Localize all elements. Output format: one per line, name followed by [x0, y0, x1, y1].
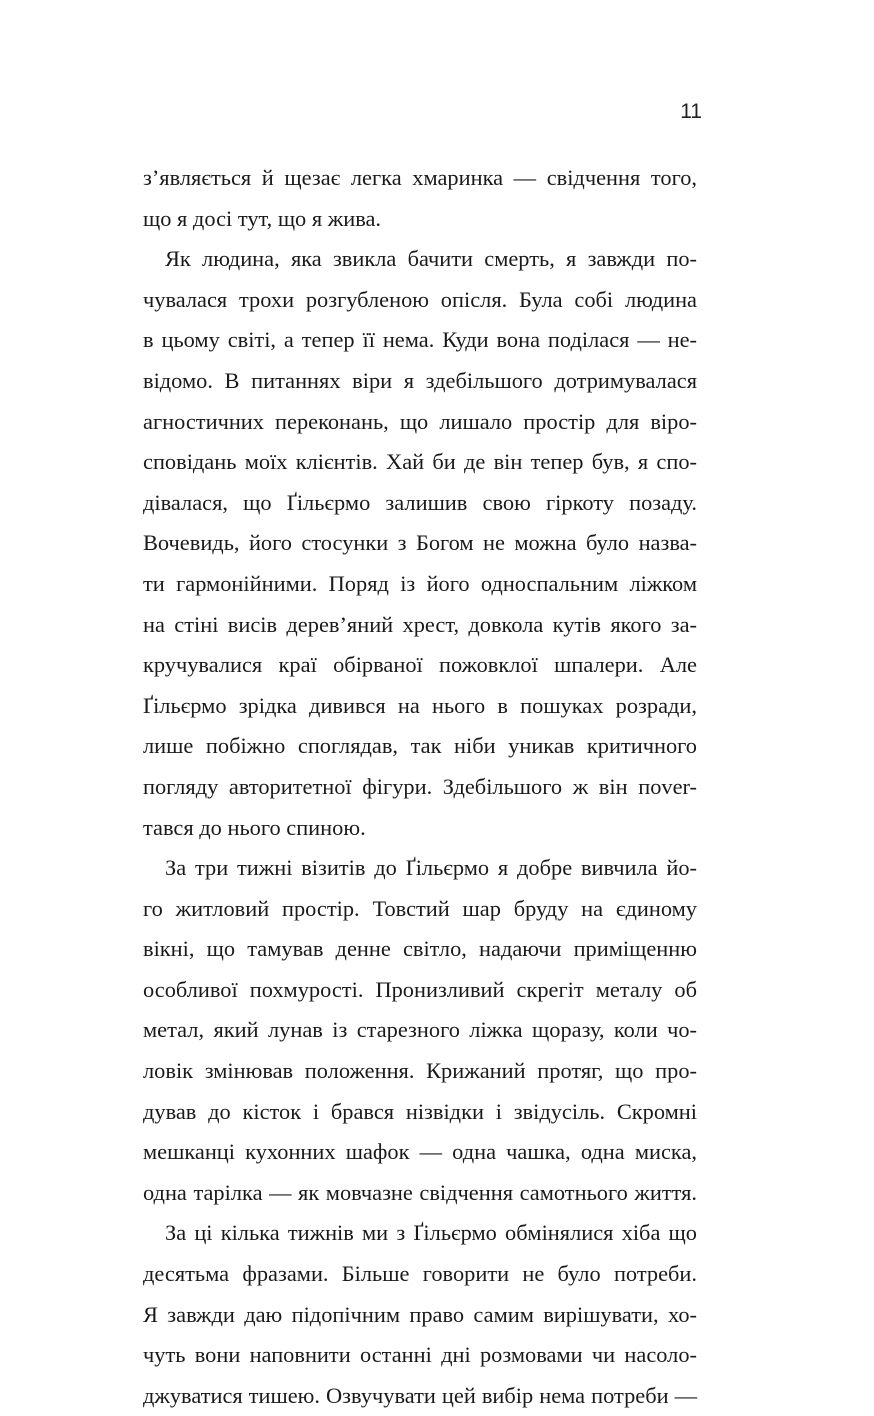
text-line: дівалася, що Ґільєрмо залишив свою гіркоту позаду. — [143, 489, 697, 515]
text-line: Вочевидь, його стосунки з Богом не можна було назва- — [143, 530, 697, 556]
body-text — [143, 158, 697, 1416]
page-number: 11 — [680, 100, 702, 123]
text-line: кручувалися краї обірваної пожовклої шпалери. Але — [143, 652, 697, 678]
text-line: що я досі тут, що я жива. — [143, 205, 382, 231]
text-line: Ґільєрмо зрідка дивився на нього в пошуках розради, — [143, 692, 697, 718]
text-line: одна тарілка — як мовчазне свідчення самотнього життя. — [143, 1179, 697, 1205]
text-line: лише побіжно споглядав, так ніби уникав критичного — [143, 733, 697, 759]
text-line: десятьма фразами. Більше говорити не було потреби. — [143, 1261, 697, 1287]
paragraph — [143, 158, 697, 239]
text-line: на стіні висів дерев’яний хрест, довкола кутів якого за- — [143, 611, 697, 637]
text-line: ти гармонійними. Поряд із його односпальним ліжком — [143, 570, 697, 596]
text-line: ловік змінював положення. Крижаний протяг, що про- — [143, 1058, 697, 1084]
text-line: го житловий простір. Товстий шар бруду на єдиному — [143, 895, 697, 921]
text-line: особливої похмурості. Пронизливий скрегіт металу об — [143, 976, 697, 1002]
paragraph — [143, 1213, 697, 1416]
text-line: відомо. В питаннях віри я здебільшого дотримувалася — [143, 367, 697, 393]
text-line: чувалася трохи розгубленою опісля. Була собі людина — [143, 286, 697, 312]
text-line: дував до кісток і брався нізвідки і звідусіль. Скромні — [143, 1098, 697, 1124]
text-line: Як людина, яка звикла бачити смерть, я завжди по- — [165, 246, 697, 272]
text-line: тався до нього спиною. — [143, 814, 366, 840]
text-line: метал, який лунав із старезного ліжка щоразу, коли чо- — [143, 1017, 697, 1043]
text-line: в цьому світі, а тепер її нема. Куди вона поділася — не- — [143, 327, 697, 353]
text-line: джуватися тишею. Озвучувати цей вибір нема потреби — — [143, 1382, 697, 1408]
text-line: вікні, що тамував денне світло, надаючи приміщенню — [143, 936, 697, 962]
text-line: агностичних переконань, що лишало простір для віро- — [143, 408, 697, 434]
text-line: За три тижні візитів до Ґільєрмо я добре вивчила йо- — [165, 855, 697, 881]
text-line: сповідань моїх клієнтів. Хай би де він тепер був, я спо- — [143, 449, 697, 475]
text-line: з’являється й щезає легка хмаринка — свідчення того, — [143, 165, 697, 190]
text-line: погляду авторитетної фігури. Здебільшого ж він поver- — [143, 773, 697, 799]
text-line: За ці кілька тижнів ми з Ґільєрмо обмінялися хіба що — [165, 1220, 697, 1246]
text-line: чуть вони наповнити останні дні розмовами чи насоло- — [143, 1342, 697, 1368]
paragraph — [143, 848, 697, 1213]
text-line: Я завжди даю підопічним право самим вирішувати, хо- — [143, 1301, 697, 1327]
paragraph — [143, 239, 697, 848]
text-line: мешканці кухонних шафок — одна чашка, одна миска, — [143, 1139, 697, 1165]
